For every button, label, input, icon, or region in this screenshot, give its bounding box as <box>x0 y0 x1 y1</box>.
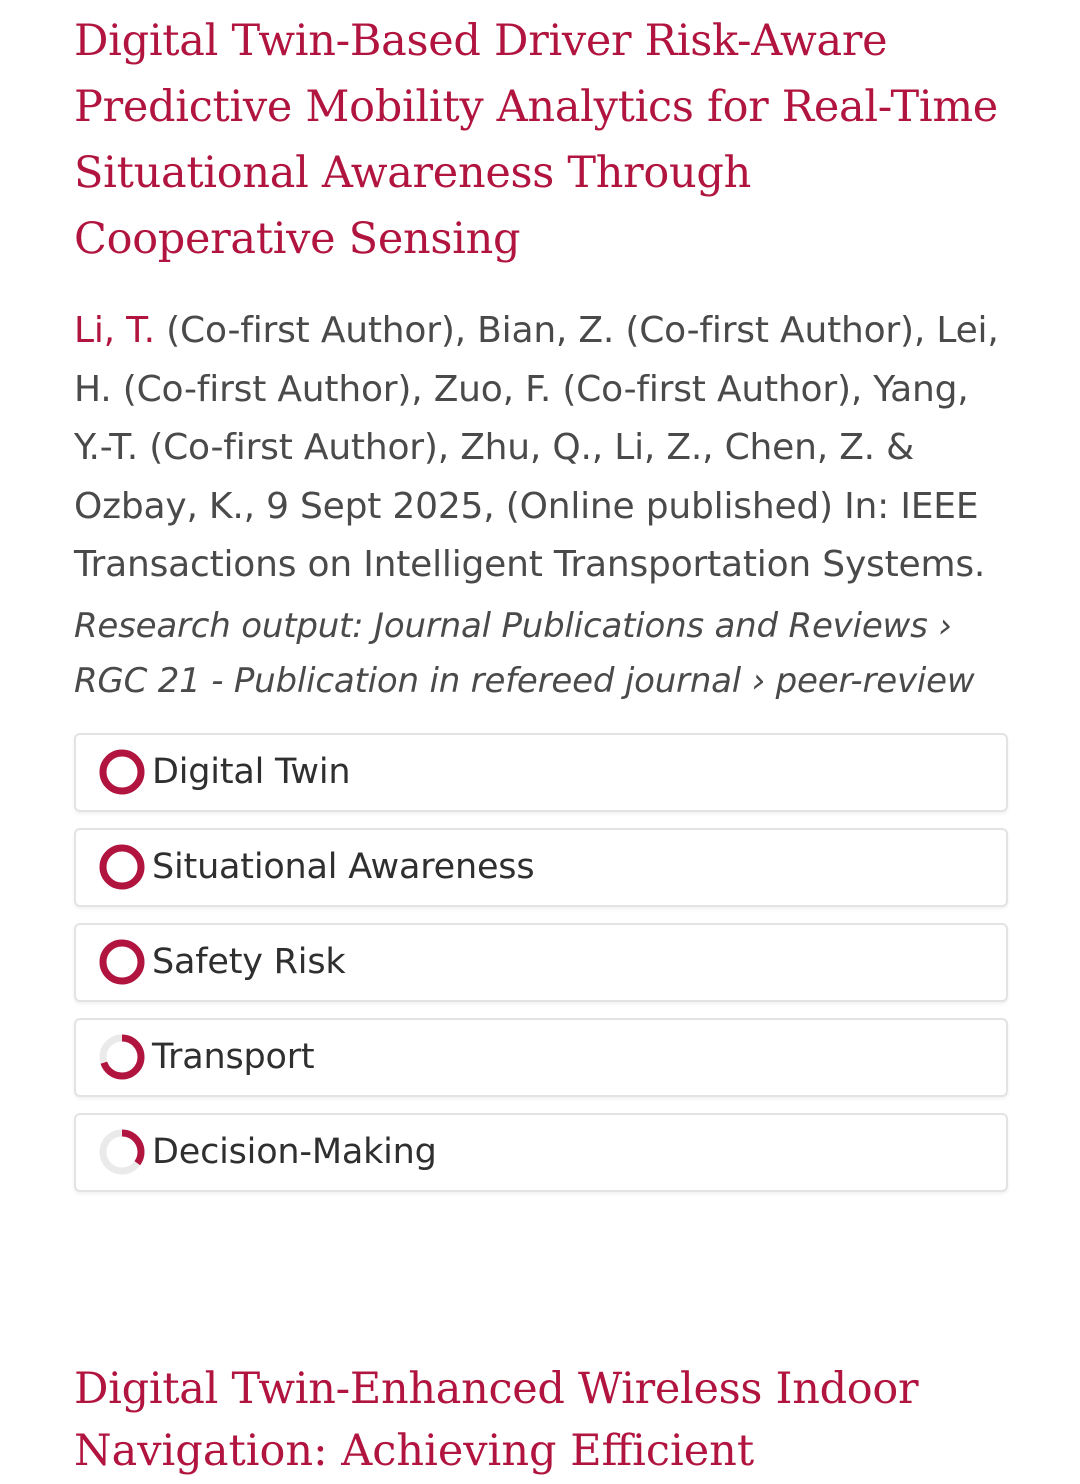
fingerprint-concept-label: Safety Risk <box>152 942 346 982</box>
fingerprint-list <box>74 733 1008 1192</box>
relevance-ring-icon <box>96 1031 148 1083</box>
fingerprint-concept[interactable] <box>74 733 1008 812</box>
next-publication-title-line2: Navigation: Achieving Efficient <box>74 1426 755 1476</box>
relevance-ring-fill <box>103 943 141 981</box>
next-publication-title-link[interactable]: Digital Twin-Enhanced Wireless Indoor <box>74 1364 919 1414</box>
fingerprint-concept[interactable] <box>74 1018 1008 1097</box>
fingerprint-concept-label: Decision-Making <box>152 1132 437 1172</box>
publication-item <box>74 0 1008 1208</box>
relevance-ring-icon <box>96 746 148 798</box>
relevance-ring-icon <box>96 1126 148 1178</box>
relevance-ring-icon <box>96 841 148 893</box>
publication-citation <box>74 302 1008 595</box>
research-output-type: Research output: Journal Publications and Reviews › RGC 21 - Publication in refereed journal › peer-review <box>74 605 975 701</box>
fingerprint-concept[interactable] <box>74 1113 1008 1192</box>
relevance-ring-fill <box>103 753 141 791</box>
fingerprint-concept[interactable] <box>74 828 1008 907</box>
next-publication-title-cut <box>74 1422 974 1476</box>
publication-title-link[interactable]: Digital Twin-Based Driver Risk-Aware Predictive Mobility Analytics for Real-Time Situational Awareness Through Cooperative Sensing <box>74 16 998 264</box>
author-link[interactable]: Li, T. <box>74 310 155 351</box>
fingerprint-concept[interactable] <box>74 923 1008 1002</box>
relevance-ring-icon <box>96 936 148 988</box>
fingerprint-concept-label: Digital Twin <box>152 752 351 792</box>
relevance-ring-fill <box>103 848 141 886</box>
fingerprint-concept-label: Transport <box>152 1037 315 1077</box>
fingerprint-concept-label: Situational Awareness <box>152 847 535 887</box>
citation-text: (Co-first Author), Bian, Z. (Co-first Author), Lei, H. (Co-first Author), Zuo, F. (Co-first Author), Yang, Y.-T. (Co-first Author), Zhu, Q., Li, Z., Chen, Z. & Ozbay, K., 9 Sept 2025, (Online published) In: IEEE Transactions on Intelligent Transportation Systems. <box>74 310 999 585</box>
